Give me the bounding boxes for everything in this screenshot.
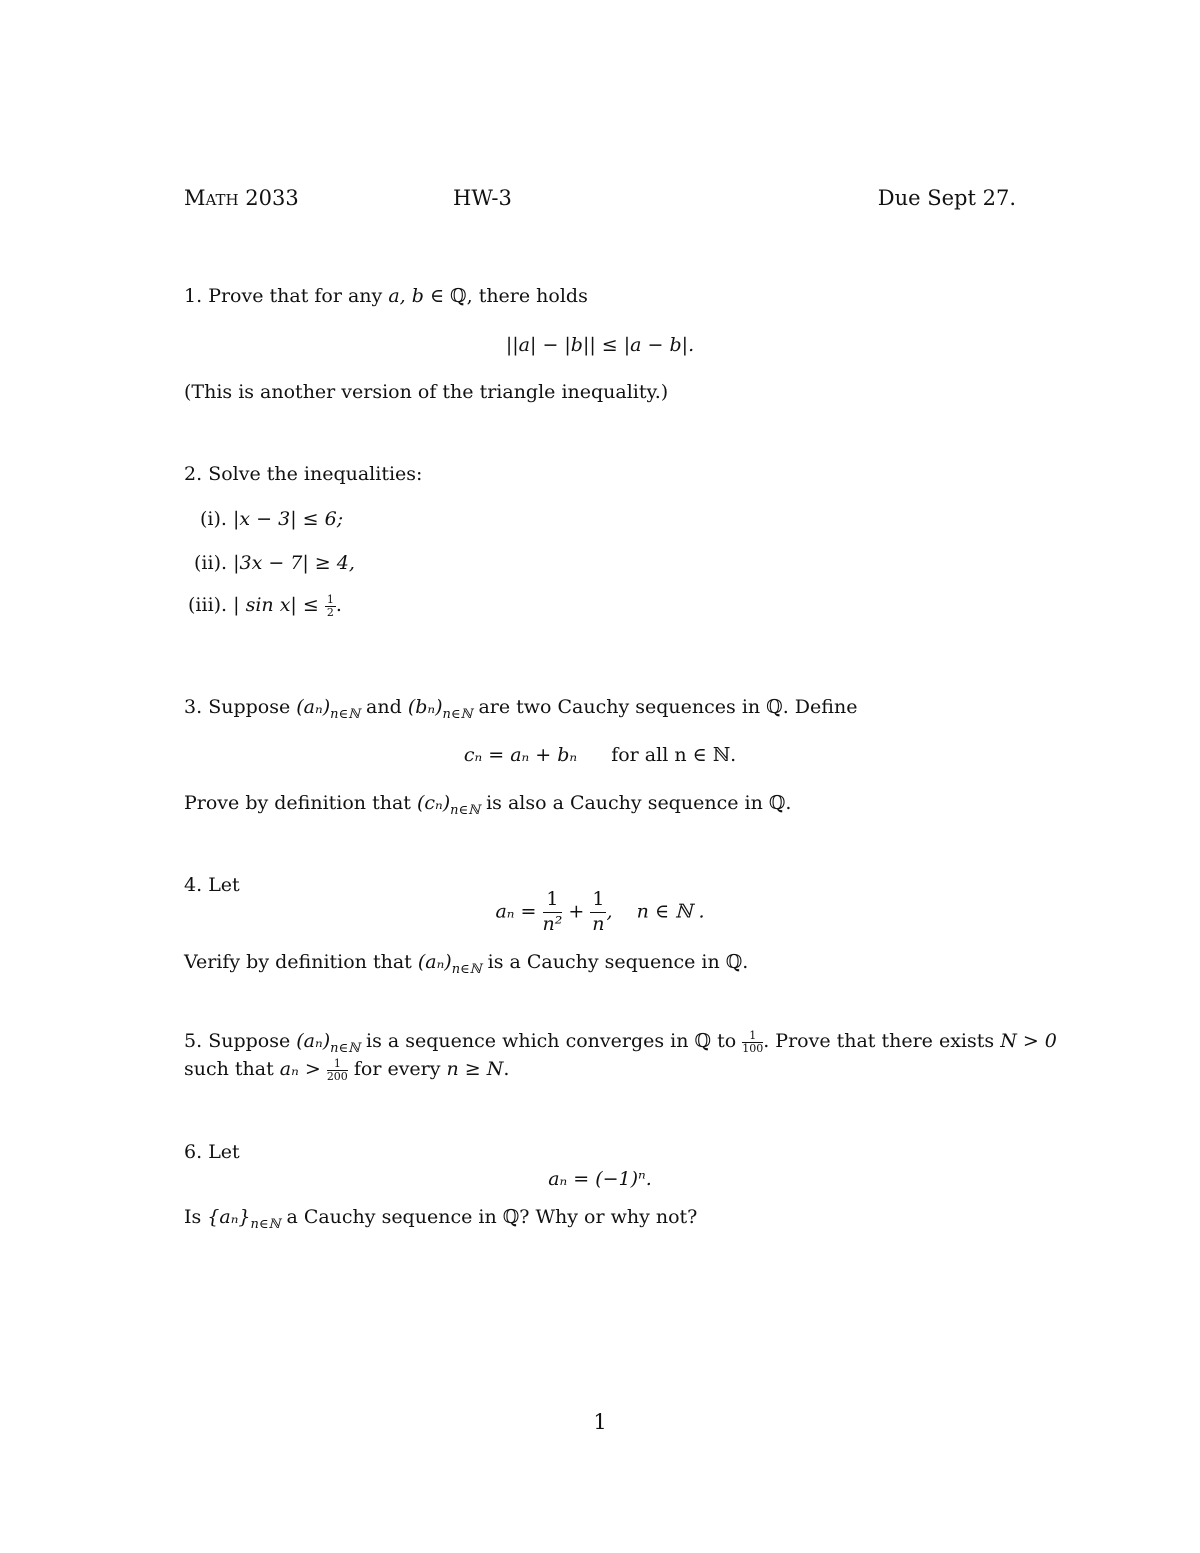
problem-3-definition: cₙ = aₙ + bₙ for all n ∈ ℕ. (463, 744, 737, 766)
fraction-one-two-hundredth: $\frac{1}{200}$ (326, 1057, 348, 1083)
problem-6-label: 6. (184, 1141, 203, 1163)
problem-6-sequence-definition: aₙ = (−1)ⁿ. (548, 1168, 652, 1190)
problem-5-line-2: such that aₙ > $\frac{1}{200}$ for every n ≥ N. (184, 1057, 510, 1083)
fraction-one-over-n-squared: $\frac{1}{\text{n²}}$ (542, 888, 563, 935)
fraction-one-over-n: $\frac{1}{n}$ (592, 888, 605, 935)
one-half-fraction: $\frac{1}{2}$ (326, 593, 334, 619)
fraction-one-hundredth: $\frac{1}{100}$ (742, 1029, 764, 1055)
problem-1-note: (This is another version of the triangle inequality.) (184, 381, 669, 403)
course-title: Math 2033 (184, 186, 299, 210)
problem-3-task: Prove by definition that $(c_n)_{n\in ℕ}$ is also a Cauchy sequence in ℚ. (184, 792, 792, 818)
problem-2-item-iii: (iii). | sin x| ≤ $\frac{1}{2}$ . (188, 593, 342, 619)
problem-3-statement: 3. Suppose $(a_n)_{n\in ℕ}$ and $(b_n)_{n\in ℕ}$ are two Cauchy sequences in ℚ. Define (184, 696, 858, 722)
page-number: 1 (593, 1410, 607, 1434)
problem-4-statement: 4. Let (184, 874, 240, 896)
problem-1-inequality: ||a| − |b|| ≤ |a − b|. (505, 334, 695, 356)
problem-5-line-1: 5. Suppose $(a_n)_{n\in ℕ}$ is a sequence which converges in ℚ to $\frac{1}{100}$ . Prove that there exists N > 0 (184, 1029, 1057, 1057)
problem-1-statement: 1. Prove that for any a, b ∈ ℚ, there holds (184, 285, 588, 307)
problem-5-label: 5. (184, 1030, 203, 1053)
problem-4-sequence-definition: aₙ = $\frac{1}{\text{n²}}$ + $\frac{1}{n}$ , n ∈ ℕ . (495, 888, 705, 935)
problem-6-question: Is $\{a_n\}_{n\in ℕ}$ a Cauchy sequence in ℚ? Why or why not? (184, 1206, 698, 1232)
problem-2-item-i: (i). |x − 3| ≤ 6; (200, 508, 344, 530)
problem-4-task: Verify by definition that $(a_n)_{n\in ℕ}$ is a Cauchy sequence in ℚ. (184, 951, 749, 977)
problem-2-item-ii: (ii). |3x − 7| ≥ 4, (194, 552, 355, 574)
problem-3-label: 3. (184, 696, 203, 718)
problem-1-label: 1. (184, 285, 203, 307)
problem-6-statement: 6. Let (184, 1141, 240, 1163)
problem-2-label: 2. (184, 463, 203, 485)
problem-4-label: 4. (184, 874, 203, 896)
problem-2-statement: 2. Solve the inequalities: (184, 463, 423, 485)
assignment-title: HW-3 (453, 186, 512, 210)
due-date: Due Sept 27. (877, 186, 1016, 210)
